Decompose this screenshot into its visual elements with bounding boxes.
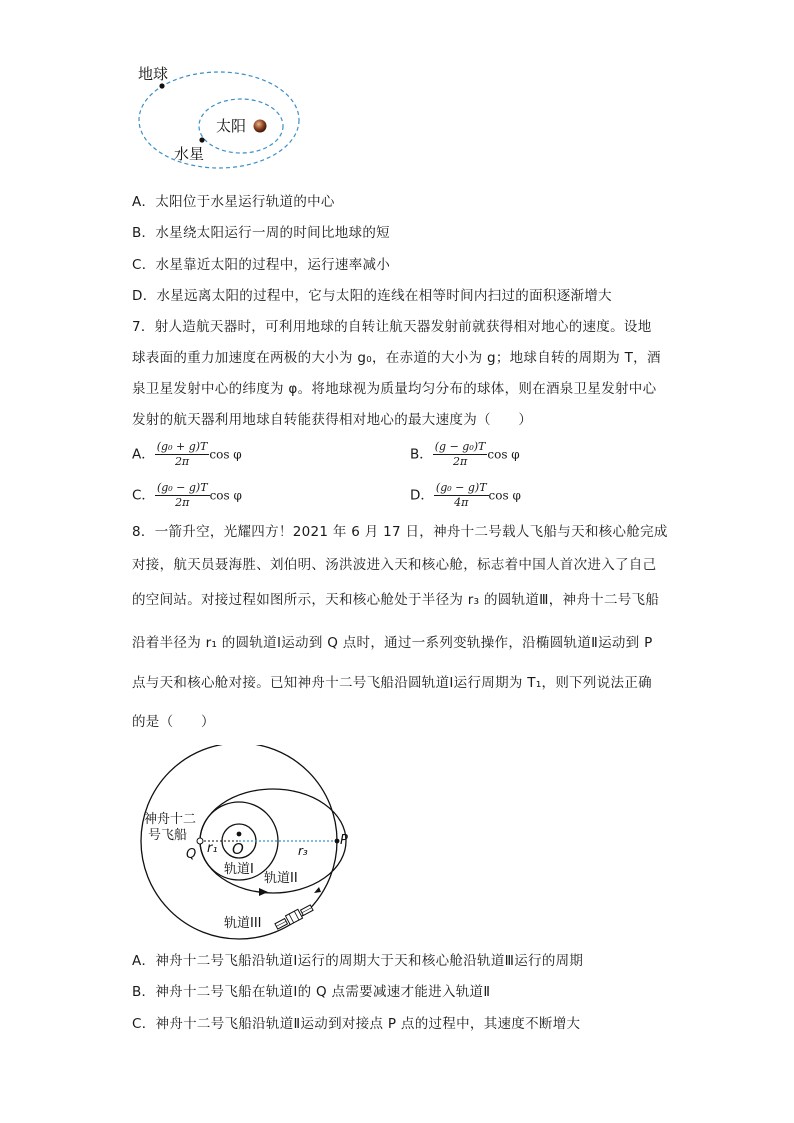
q7-line-2: 球表面的重力加速度在两极的大小为 g₀，在赤道的大小为 g；地球自转的周期为 T，酒 <box>132 350 661 366</box>
earth-label: 地球 <box>138 65 169 83</box>
earth-dot <box>159 83 164 88</box>
q8-option-b: B．神舟十二号飞船在轨道Ⅰ的 Q 点需要减速才能进入轨道Ⅱ <box>132 984 491 1000</box>
orbit-docking-figure <box>140 745 360 945</box>
mercury-dot <box>199 137 204 142</box>
q7-line-1: 7．射人造航天器时，可利用地球的自转让航天器发射前就获得相对地心的速度。设地 <box>132 319 652 335</box>
orbit-3-arrow <box>314 887 321 893</box>
q7-option-d: D． $\frac{\text{(g₀ − g)T}}{4\pi}$ cos φ <box>410 481 521 509</box>
label-orbit-2: 轨道II <box>264 871 298 886</box>
spacecraft-icon <box>274 903 314 931</box>
label-r3: r₃ <box>298 844 308 858</box>
mercury-label: 水星 <box>174 145 205 163</box>
q8-line-4: 沿着半径为 r₁ 的圆轨道Ⅰ运动到 Q 点时，通过一系列变轨操作，沿椭圆轨道Ⅱ运动到 P <box>132 635 653 651</box>
q8-line-5: 点与天和核心舱对接。已知神舟十二号飞船沿圆轨道Ⅰ运行周期为 T₁，则下列说法正确 <box>132 675 652 691</box>
q7-option-b: B． $\frac{\text{(g − g₀)T}}{2\pi}$ cos φ <box>410 440 520 468</box>
sun-label: 太阳 <box>216 117 247 135</box>
q8-option-c: C．神舟十二号飞船沿轨道Ⅱ运动到对接点 P 点的过程中，其速度不断增大 <box>132 1016 581 1032</box>
q6-option-a: A．太阳位于水星运行轨道的中心 <box>132 194 335 210</box>
q7-option-a: A． $\frac{\text{(g₀ + g)T}}{2\pi}$ cos φ <box>132 440 242 468</box>
label-r1: r₁ <box>207 841 218 856</box>
point-q <box>197 838 203 844</box>
orbit-figure-sun <box>128 58 308 178</box>
q8-line-3: 的空间站。对接过程如图所示，天和核心舱处于半径为 r₃ 的圆轨道Ⅲ，神舟十二号飞船 <box>132 592 660 608</box>
ship-label-line1: 神舟十二 <box>144 812 197 827</box>
q6-option-b: B．水星绕太阳运行一周的时间比地球的短 <box>132 225 390 241</box>
q8-line-2: 对接，航天员聂海胜、刘伯明、汤洪波进入天和核心舱，标志着中国人首次进入了自己 <box>132 557 657 573</box>
q6-option-d: D．水星远离太阳的过程中，它与太阳的连线在相等时间内扫过的面积逐渐增大 <box>132 288 612 304</box>
label-p: P <box>340 833 348 848</box>
label-orbit-1: 轨道I <box>224 862 254 877</box>
q8-line-6: 的是（ ） <box>132 714 215 730</box>
label-o: O <box>232 840 244 858</box>
q7-option-c: C． $\frac{\text{(g₀ − g)T}}{2\pi}$ cos φ <box>132 481 242 509</box>
ship-label-line2: 号飞船 <box>148 828 188 843</box>
q7-line-4: 发射的航天器利用地球自转能获得相对地心的最大速度为（ ） <box>132 412 533 428</box>
point-p <box>335 839 340 844</box>
center-dot <box>237 832 242 837</box>
q6-option-c: C．水星靠近太阳的过程中，运行速率减小 <box>132 257 391 273</box>
orbit-2-arrow <box>259 888 268 896</box>
sun-icon <box>254 120 267 133</box>
q7-line-3: 泉卫星发射中心的纬度为 φ。将地球视为质量均匀分布的球体，则在酒泉卫星发射中心 <box>132 381 657 397</box>
label-q: Q <box>186 847 197 862</box>
q8-option-a: A．神舟十二号飞船沿轨道Ⅰ运行的周期大于天和核心舱沿轨道Ⅲ运行的周期 <box>132 953 584 969</box>
q8-line-1: 8．一箭升空，光耀四方！2021 年 6 月 17 日，神舟十二号载人飞船与天和核心舱完成 <box>132 524 668 540</box>
label-orbit-3: 轨道III <box>224 916 262 931</box>
